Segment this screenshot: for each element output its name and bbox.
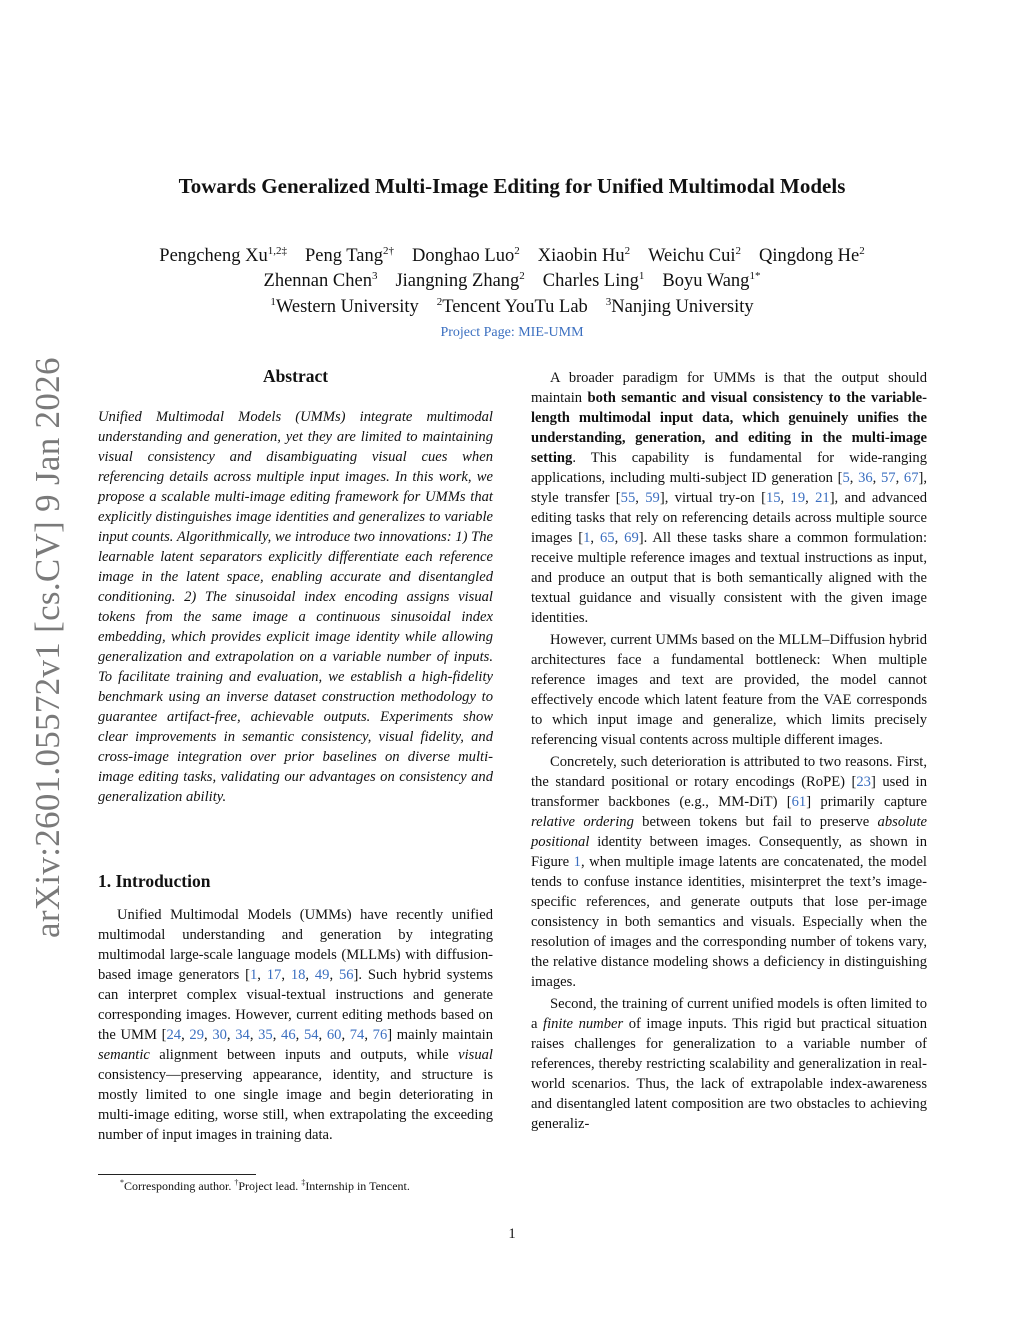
footnote-rule <box>98 1174 256 1175</box>
footnote-mark: ‡ <box>301 1178 306 1187</box>
citation-link[interactable]: 23 <box>856 774 871 790</box>
author-affiliation-mark: 1* <box>749 270 761 282</box>
author-name: Donghao Luo$^2$ <box>411 245 520 267</box>
citation-link[interactable]: 1 <box>249 967 258 983</box>
affiliation-name: Tencent YouTu Lab <box>442 297 588 318</box>
author-affiliation-mark: 3 <box>371 270 378 282</box>
author-name: Peng Tang$^{2\dagger}$ <box>304 245 394 267</box>
footnote-mark: * <box>120 1178 124 1187</box>
footnote: *Corresponding author. †Project lead. ‡Internship in Tencent. <box>120 1178 410 1193</box>
author-affiliation-mark: 1 <box>638 270 645 282</box>
italic-text: visual <box>458 1047 493 1063</box>
affiliation <box>437 297 588 317</box>
footnote-mark: † <box>234 1178 239 1187</box>
page-number: 1 <box>508 1226 516 1242</box>
affiliation-name: Nanjing University <box>611 297 754 318</box>
affiliation <box>606 297 754 317</box>
affiliation-mark: 3 <box>605 296 612 308</box>
author-name: Pengcheng $Xu^{1,2\ddagger}$ <box>159 245 287 267</box>
author-affiliation-mark: 2 <box>859 245 865 257</box>
author-name: Charles Ling$^1$ <box>542 270 645 292</box>
citation-link[interactable]: 54 <box>303 1027 319 1043</box>
body-paragraph: However, current UMMs based on the MLLM–Diffusion hybrid architectures face a fundamental bottleneck: When multiple reference images and text are provided, the model cannot effectively encode which latent feature from the VAE corresponds to which input image and generalize, which limits precisely referencing visual contents across multiple different images. <box>531 632 927 748</box>
introduction-body <box>98 905 493 1145</box>
italic-text: relative ordering <box>531 814 634 830</box>
author-name: Qingdong He$^2$ <box>758 245 865 267</box>
author-affiliation-mark: 2 <box>735 245 741 257</box>
citation-link[interactable]: 36 <box>858 470 873 486</box>
citation-link[interactable]: 17 <box>266 967 282 983</box>
author-list-row-2 <box>0 264 1024 294</box>
citation-link[interactable]: 74 <box>349 1027 365 1043</box>
affiliation-mark: 1 <box>270 296 276 308</box>
citation-link[interactable]: 21 <box>815 490 830 506</box>
citation-link[interactable]: 57 <box>880 470 896 486</box>
italic-text: finite number <box>543 1016 624 1032</box>
abstract-body <box>98 407 493 807</box>
affiliation-name: Western University <box>275 297 419 318</box>
affiliation <box>270 297 418 317</box>
citation-link[interactable]: 69 <box>624 530 639 546</box>
author-name: Zhennan Chen$^3$ <box>263 270 378 292</box>
author-affiliation-mark: 2† <box>382 245 394 257</box>
author-name: Boyu Wang$^{1*}$ <box>662 270 761 292</box>
citation-link[interactable]: 34 <box>235 1027 250 1043</box>
citation-link[interactable]: 59 <box>645 490 660 506</box>
citation-link[interactable]: 29 <box>189 1027 204 1043</box>
affiliation-mark: 2 <box>436 296 443 308</box>
author-name: Weichu Cui$^2$ <box>648 245 741 267</box>
citation-link[interactable]: 76 <box>372 1027 388 1043</box>
citation-link[interactable]: 46 <box>281 1027 296 1043</box>
abstract-text: Unified Multimodal Models (UMMs) integrate multimodal understanding and generation, yet they are limited to maintaining visual consistency and disambiguating visual cues when referencing details across multiple input images. In this work, we propose a scalable multi-image editing framework for UMMs that explicitly distinguishes image identities and generalizes to variable input counts. Algorithmically, we introduce two innovations: 1) The learnable latent separators explicitly differentiate each reference image in the latent space, enabling accurate and disentangled conditioning. 2) The sinusoidal index encoding assigns visual tokens from the same image a continuous sinusoidal index embedding, which provides explicit image identity while allowing generalization and extrapolation on a variable number of inputs. To facilitate training and evaluation, we establish a high-fidelity benchmark using an inverse dataset construction methodology to guarantee artifact-free, achievable outputs. Experiments show clear improvements in semantic consistency, visual fidelity, and cross-image integration over prior baselines on diverse multi-image editing tasks, validating our advantages on consistency and generalization ability. <box>98 409 493 805</box>
citation-link[interactable]: 1 <box>583 530 591 546</box>
arxiv-identifier: arXiv:2601.05572v1 [cs.CV] 9 Jan 2026 <box>28 357 67 938</box>
citation-link[interactable]: 61 <box>791 794 807 810</box>
affiliations <box>0 296 1024 318</box>
paper-title: Towards Generalized Multi-Image Editing for Unified Multimodal Models <box>178 174 846 198</box>
introduction-heading: 1. Introduction <box>98 871 211 891</box>
body-paragraph: Second, the training of current unified models is often limited to a finite number of image inputs. This rigid but practical situation raises challenges for generalization to a variable number of references, thereby restricting scalability and generalization in real-world scenarios. Thus, the lack of extrapolable index-awareness and disentangled latent composition are two obstacles to achieving generaliz- <box>531 996 927 1132</box>
citation-link[interactable]: 24 <box>166 1027 182 1043</box>
author-affiliation-mark: 1,2‡ <box>267 245 287 257</box>
italic-text: semantic <box>98 1047 150 1063</box>
bold-text: both semantic and visual consistency to the variable-length multimodal input data, which genuinely unifies the understanding, generation, and editing in the multi-image setting <box>531 390 927 466</box>
citation-link[interactable]: 60 <box>326 1027 342 1043</box>
citation-link[interactable]: 35 <box>258 1027 273 1043</box>
citation-link[interactable]: 1 <box>573 854 581 870</box>
citation-link[interactable]: 65 <box>600 530 615 546</box>
author-affiliation-mark: 2 <box>514 245 520 257</box>
author-name: Jiangning Zhang$^2$ <box>395 270 525 292</box>
citation-link[interactable]: 19 <box>790 490 806 506</box>
citation-link[interactable]: 56 <box>338 967 354 983</box>
citation-link[interactable]: 67 <box>903 470 919 486</box>
body-paragraph: A broader paradigm for UMMs is that the output should maintain both semantic and visual consistency to the variable-length multimodal input data, which genuinely unifies the understanding, generation, and editing in the multi-image setting. This capability is fundamental for wide-ranging applications, including multi-subject ID generation [5, 36, 57, 67], style transfer [55, 59], virtual try-on [15, 19, 21], and advanced editing tasks that rely on referencing details across multiple source images [1, 65, 69]. All these tasks share a common formulation: receive multiple reference images and textual instructions as input, and produce an output that is both semantically aligned with the textual guidance and visually consistent with the given image identities. <box>531 370 928 626</box>
abstract-heading: Abstract <box>262 366 329 386</box>
project-page-link[interactable]: Project Page: MIE-UMM <box>440 325 584 340</box>
author-name: Xiaobin Hu$^2$ <box>537 245 631 267</box>
author-affiliation-mark: 2 <box>519 270 525 282</box>
citation-link[interactable]: 49 <box>314 967 330 983</box>
right-column-body <box>531 368 927 1134</box>
citation-link[interactable]: 15 <box>765 490 781 506</box>
citation-link[interactable]: 18 <box>290 967 306 983</box>
citation-link[interactable]: 55 <box>620 490 636 506</box>
citation-link[interactable]: 5 <box>842 470 850 486</box>
body-paragraph: Concretely, such deterioration is attributed to two reasons. First, the standard positional or rotary encodings (RoPE) [23] used in transformer backbones (e.g., MM-DiT) [61] primarily capture relative ordering between tokens but fail to preserve absolute positional identity between images. Consequently, as shown in Figure 1, when multiple image latents are concatenated, the model tends to confuse instance identities, misinterpret the text’s image-specific references, and generate outputs that lose per-image consistency in both semantics and visuals. Especially when the resolution of images and the corresponding number of tokens vary, the relative distance modeling shows a deficiency in distinguishing images. <box>531 754 928 990</box>
author-affiliation-mark: 2 <box>624 245 631 257</box>
citation-link[interactable]: 30 <box>212 1027 227 1043</box>
italic-text: absolute positional <box>531 814 928 850</box>
introduction-paragraph: Unified Multimodal Models (UMMs) have recently unified multimodal understanding and generation by integrating multimodal large-scale language models (MLLMs) with diffusion-based image generators [1, 17, 18, 49, 56]. Such hybrid systems can interpret complex visual-textual instructions and generate corresponding images. However, current editing methods based on the UMM [24, 29, 30, 34, 35, 46, 54, 60, 74, 76] mainly maintain semantic alignment between inputs and outputs, while visual consistency—preserving appearance, identity, and structure is mostly limited to one single image and begin deteriorating in multi-image editing, worse still, when extrapolating the exceeding number of input images in training data. <box>98 907 494 1143</box>
